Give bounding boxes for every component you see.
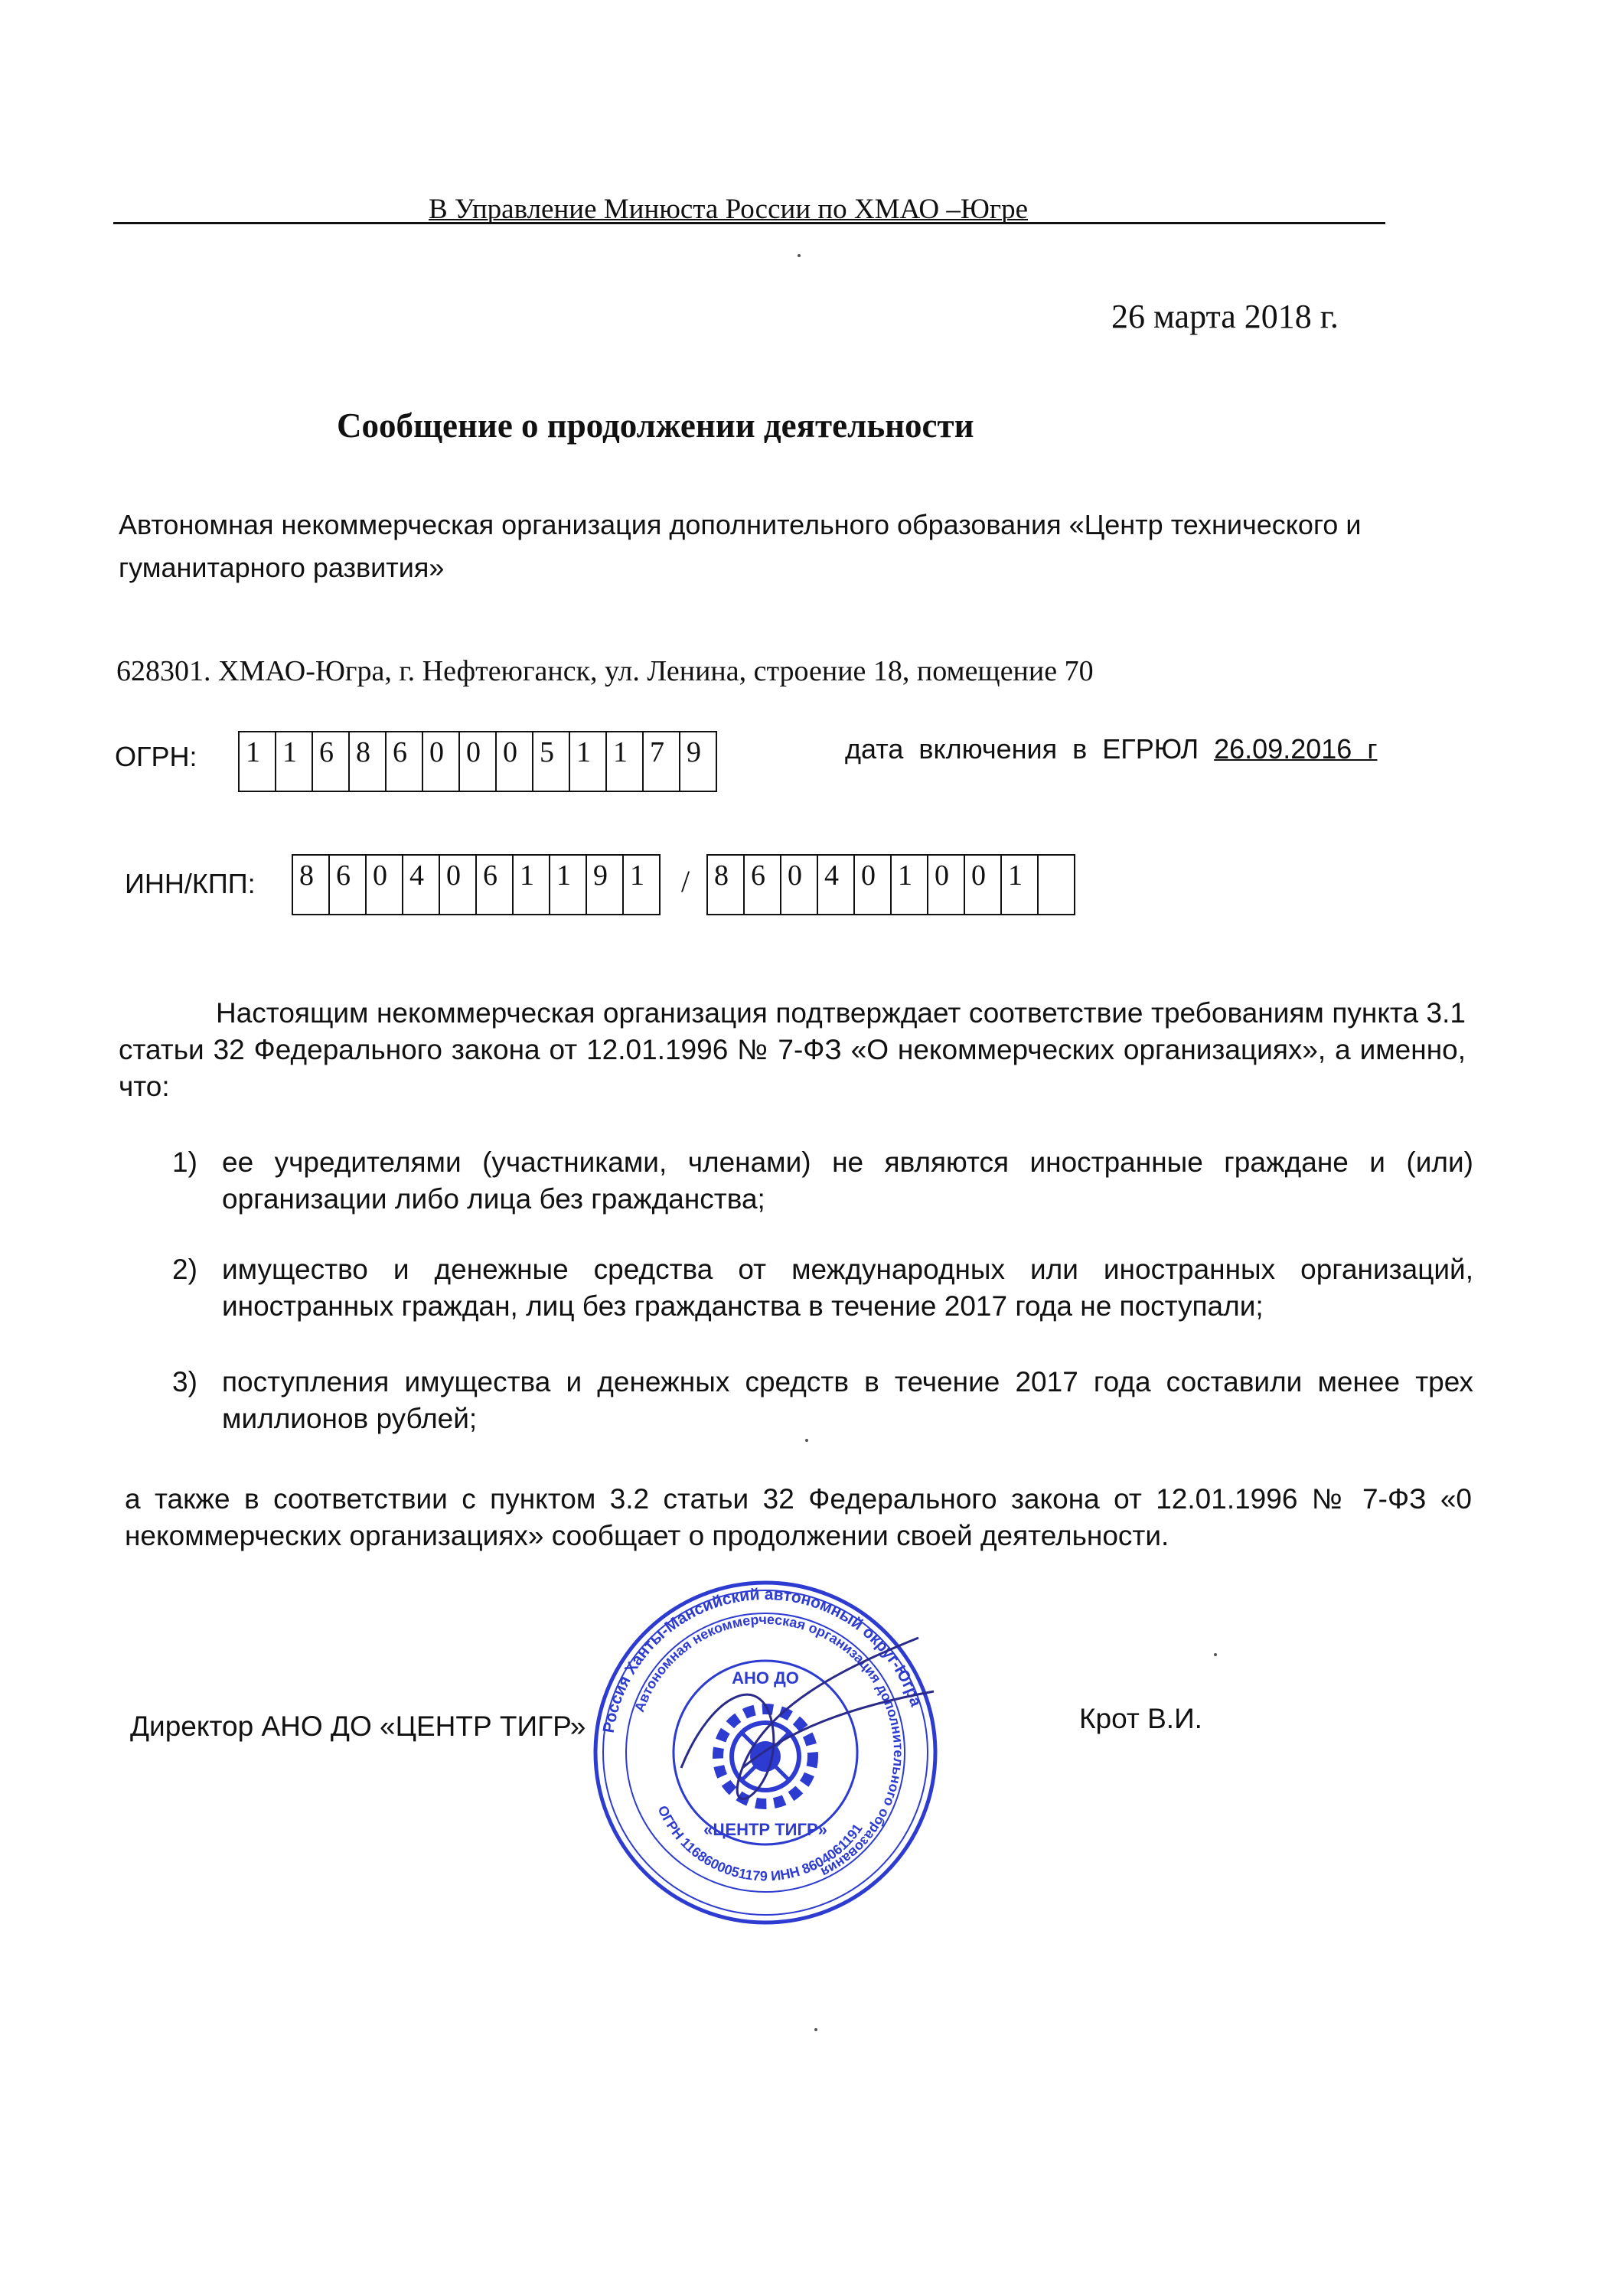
list-item	[172, 1144, 1473, 1218]
list-item-number: 1)	[172, 1146, 197, 1178]
digit-box: 4	[403, 854, 440, 915]
digit-box	[1039, 854, 1075, 915]
ogrn-label: ОГРН:	[115, 741, 197, 772]
list-item-text: ее учредителями (участниками, членами) не являются иностранные граждане и (или) организации либо лица без гражданства;	[222, 1146, 1473, 1215]
digit-box: 8	[708, 854, 745, 915]
stamp-inner-text: Автономная некоммерческая организация дополнительного образования	[631, 1611, 907, 1880]
digit-box: 0	[965, 854, 1002, 915]
digit-box: 6	[330, 854, 367, 915]
organization-address: 628301. ХМАО-Югра, г. Нефтеюганск, ул. Ленина, строение 18, помещение 70	[116, 655, 1094, 687]
list-item-number: 2)	[172, 1254, 197, 1285]
ogrn-boxes	[238, 731, 717, 792]
recipient-line: В Управление Минюста России по ХМАО –Югре	[429, 194, 1029, 225]
signatory-name: Крот В.И.	[1079, 1703, 1202, 1734]
digit-box: 9	[680, 731, 717, 792]
inn-kpp-separator: /	[681, 864, 690, 899]
digit-box: 0	[781, 854, 818, 915]
digit-box: 0	[928, 854, 965, 915]
list-item-text: поступления имущества и денежных средств в течение 2017 года составили менее трех миллионов рублей;	[222, 1366, 1473, 1434]
digit-box: 6	[477, 854, 514, 915]
digit-box: 1	[570, 731, 607, 792]
scan-speck	[1214, 1653, 1217, 1656]
digit-box: 0	[440, 854, 477, 915]
signatory-position: Директор АНО ДО «ЦЕНТР ТИГР»	[130, 1711, 586, 1742]
scan-speck	[805, 1439, 808, 1442]
document-date: 26 марта 2018 г.	[1111, 298, 1339, 335]
stamp-center-top: АНО ДО	[732, 1668, 799, 1688]
digit-box: 1	[514, 854, 550, 915]
closing-paragraph: а также в соответствии с пунктом 3.2 статьи 32 Федерального закона от 12.01.1996 № 7-ФЗ «0 некоммерческих организациях» сообщает о продолжении своей деятельности.	[125, 1483, 1472, 1551]
kpp-boxes	[706, 854, 1075, 915]
digit-box: 0	[855, 854, 892, 915]
digit-box: 1	[276, 731, 313, 792]
list-item	[172, 1251, 1473, 1325]
list-item-text: имущество и денежные средства от международных или иностранных организаций, иностранных граждан, лиц без гражданства в течение 2017 года не поступали;	[222, 1254, 1473, 1322]
digit-box: 6	[745, 854, 781, 915]
scan-speck	[798, 254, 801, 257]
digit-box: 1	[607, 731, 644, 792]
digit-box: 1	[550, 854, 587, 915]
digit-box: 0	[497, 731, 533, 792]
page-title: Сообщение о продолжении деятельности	[337, 406, 974, 445]
inn-boxes	[292, 854, 661, 915]
gear-icon	[718, 1709, 813, 1804]
digit-box: 6	[387, 731, 423, 792]
organization-name: Автономная некоммерческая организация дополнительного образования «Центр технического и гуманитарного развития»	[119, 509, 1362, 583]
digit-box: 1	[624, 854, 661, 915]
list-item-number: 3)	[172, 1366, 197, 1397]
digit-box: 9	[587, 854, 624, 915]
egrul-inclusion	[845, 733, 1377, 765]
stamp-center-bottom: «ЦЕНТР ТИГР»	[703, 1820, 827, 1839]
inn-kpp-label: ИНН/КПП:	[125, 868, 256, 899]
digit-box: 0	[460, 731, 497, 792]
digit-box: 1	[1002, 854, 1039, 915]
scan-speck	[814, 2028, 817, 2031]
digit-box: 4	[818, 854, 855, 915]
digit-box: 1	[892, 854, 928, 915]
intro-paragraph: Настоящим некоммерческая организация подтверждает соответствие требованиям пункта 3.1 статьи 32 Федерального закона от 12.01.1996 № 7-ФЗ «О некоммерческих организациях», а именно, что:	[119, 997, 1466, 1102]
organization-stamp	[589, 1577, 941, 1929]
egrul-date: 26.09.2016 г	[1214, 733, 1378, 765]
digit-box: 7	[644, 731, 680, 792]
digit-box: 1	[240, 731, 276, 792]
digit-box: 8	[350, 731, 387, 792]
digit-box: 0	[367, 854, 403, 915]
digit-box: 0	[423, 731, 460, 792]
stamp-ogrn-text: ОГРН 1168600051179 ИНН 8604061191	[654, 1803, 866, 1884]
digit-box: 6	[313, 731, 350, 792]
list-item	[172, 1364, 1473, 1437]
egrul-label: дата включения в ЕГРЮЛ	[845, 733, 1199, 765]
stamp-outer-text: Россия Ханты-Мансийский автономный округ-Югра	[599, 1585, 925, 1734]
digit-box: 8	[293, 854, 330, 915]
digit-box: 5	[533, 731, 570, 792]
recipient-underline	[113, 222, 1385, 224]
